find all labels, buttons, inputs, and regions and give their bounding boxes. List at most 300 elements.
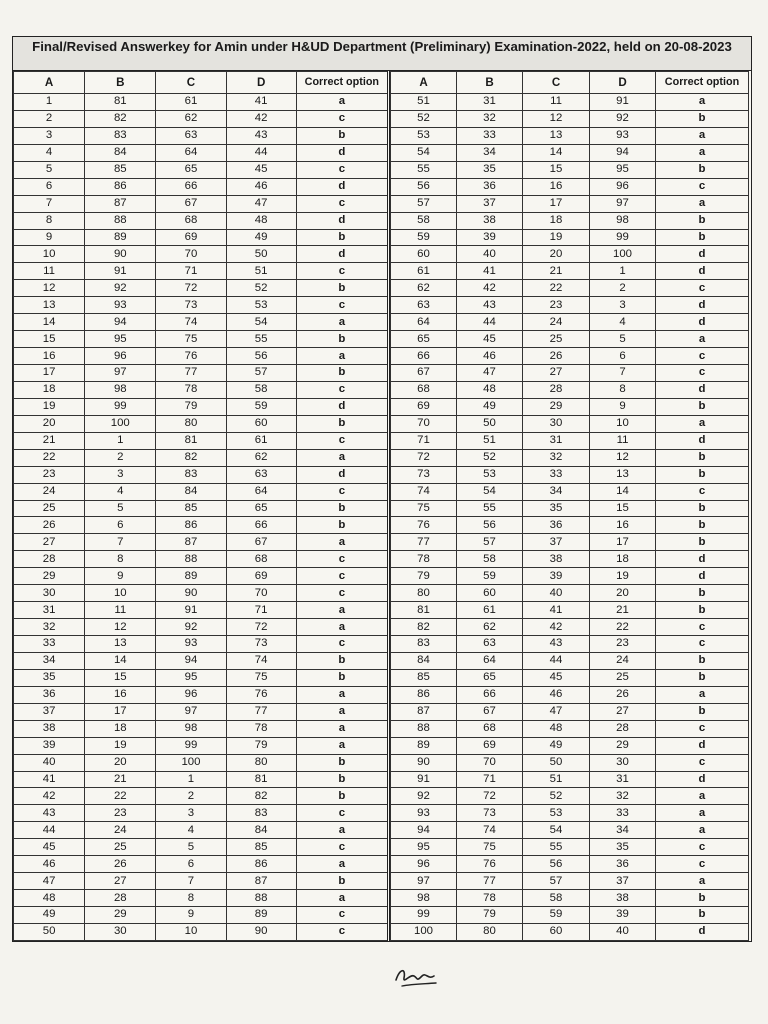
table-row — [14, 263, 389, 280]
col-b-cell: 69 — [457, 737, 523, 754]
table-row — [14, 415, 389, 432]
table-row — [391, 398, 749, 415]
correct-option-cell: a — [296, 890, 388, 907]
col-d-cell: 70 — [226, 585, 296, 602]
correct-option-cell: d — [656, 263, 749, 280]
correct-option-cell: c — [656, 754, 749, 771]
header-a: A — [14, 72, 85, 94]
col-b-cell: 95 — [85, 331, 156, 348]
col-b-cell: 55 — [457, 500, 523, 517]
col-c-cell: 49 — [523, 737, 590, 754]
col-a-cell: 64 — [391, 314, 457, 331]
col-a-cell: 92 — [391, 788, 457, 805]
document-title: Final/Revised Answerkey for Amin under H&UD Department (Preliminary) Examination-2022, held on 20-08-2023 — [13, 37, 751, 71]
correct-option-cell: b — [296, 669, 388, 686]
table-row — [391, 585, 749, 602]
col-b-cell: 45 — [457, 331, 523, 348]
col-b-cell: 74 — [457, 822, 523, 839]
table-row — [14, 246, 389, 263]
col-d-cell: 4 — [590, 314, 656, 331]
col-a-cell: 35 — [14, 669, 85, 686]
correct-option-cell: c — [296, 636, 388, 653]
table-row — [391, 161, 749, 178]
table-row — [391, 297, 749, 314]
col-b-cell: 8 — [85, 551, 156, 568]
table-row — [14, 534, 389, 551]
col-d-cell: 44 — [226, 144, 296, 161]
col-c-cell: 54 — [523, 822, 590, 839]
col-c-cell: 97 — [156, 703, 226, 720]
correct-option-cell: a — [296, 822, 388, 839]
table-row — [391, 381, 749, 398]
col-c-cell: 24 — [523, 314, 590, 331]
table-row — [14, 348, 389, 365]
correct-option-cell: c — [296, 923, 388, 940]
col-c-cell: 22 — [523, 280, 590, 297]
correct-option-cell: b — [656, 534, 749, 551]
col-a-cell: 33 — [14, 636, 85, 653]
col-a-cell: 86 — [391, 686, 457, 703]
col-a-cell: 19 — [14, 398, 85, 415]
table-row — [391, 280, 749, 297]
col-b-cell: 51 — [457, 432, 523, 449]
correct-option-cell: b — [296, 229, 388, 246]
col-c-cell: 56 — [523, 856, 590, 873]
col-a-cell: 38 — [14, 720, 85, 737]
col-d-cell: 1 — [590, 263, 656, 280]
col-c-cell: 39 — [523, 568, 590, 585]
col-c-cell: 69 — [156, 229, 226, 246]
table-row — [14, 856, 389, 873]
col-d-cell: 98 — [590, 212, 656, 229]
correct-option-cell: b — [296, 771, 388, 788]
col-d-cell: 93 — [590, 127, 656, 144]
col-d-cell: 100 — [590, 246, 656, 263]
col-b-cell: 77 — [457, 873, 523, 890]
correct-option-cell: d — [296, 466, 388, 483]
col-a-cell: 17 — [14, 365, 85, 382]
col-a-cell: 96 — [391, 856, 457, 873]
col-b-cell: 39 — [457, 229, 523, 246]
table-row — [14, 381, 389, 398]
col-b-cell: 9 — [85, 568, 156, 585]
correct-option-cell: a — [656, 331, 749, 348]
table-row — [14, 669, 389, 686]
col-b-cell: 40 — [457, 246, 523, 263]
col-d-cell: 73 — [226, 636, 296, 653]
header-d: D — [590, 72, 656, 94]
col-c-cell: 65 — [156, 161, 226, 178]
col-b-cell: 50 — [457, 415, 523, 432]
correct-option-cell: b — [296, 331, 388, 348]
col-b-cell: 64 — [457, 652, 523, 669]
col-c-cell: 91 — [156, 602, 226, 619]
col-c-cell: 5 — [156, 839, 226, 856]
col-c-cell: 33 — [523, 466, 590, 483]
correct-option-cell: d — [656, 771, 749, 788]
correct-option-cell: b — [656, 500, 749, 517]
col-d-cell: 48 — [226, 212, 296, 229]
col-c-cell: 16 — [523, 178, 590, 195]
correct-option-cell: d — [656, 737, 749, 754]
table-row — [391, 415, 749, 432]
col-d-cell: 10 — [590, 415, 656, 432]
col-a-cell: 68 — [391, 381, 457, 398]
col-b-cell: 85 — [85, 161, 156, 178]
correct-option-cell: d — [296, 246, 388, 263]
col-d-cell: 92 — [590, 110, 656, 127]
col-d-cell: 3 — [590, 297, 656, 314]
col-a-cell: 42 — [14, 788, 85, 805]
col-c-cell: 6 — [156, 856, 226, 873]
col-a-cell: 70 — [391, 415, 457, 432]
correct-option-cell: c — [296, 195, 388, 212]
col-a-cell: 65 — [391, 331, 457, 348]
col-d-cell: 29 — [590, 737, 656, 754]
col-d-cell: 80 — [226, 754, 296, 771]
col-c-cell: 20 — [523, 246, 590, 263]
col-b-cell: 49 — [457, 398, 523, 415]
col-c-cell: 82 — [156, 449, 226, 466]
col-a-cell: 41 — [14, 771, 85, 788]
table-row — [391, 856, 749, 873]
col-b-cell: 20 — [85, 754, 156, 771]
col-d-cell: 69 — [226, 568, 296, 585]
col-b-cell: 24 — [85, 822, 156, 839]
col-d-cell: 25 — [590, 669, 656, 686]
col-d-cell: 88 — [226, 890, 296, 907]
col-c-cell: 35 — [523, 500, 590, 517]
col-a-cell: 55 — [391, 161, 457, 178]
correct-option-cell: a — [656, 873, 749, 890]
col-a-cell: 28 — [14, 551, 85, 568]
col-b-cell: 94 — [85, 314, 156, 331]
table-row — [391, 432, 749, 449]
correct-option-cell: c — [296, 161, 388, 178]
col-c-cell: 15 — [523, 161, 590, 178]
col-a-cell: 31 — [14, 602, 85, 619]
col-b-cell: 53 — [457, 466, 523, 483]
col-b-cell: 19 — [85, 737, 156, 754]
table-row — [14, 314, 389, 331]
col-d-cell: 58 — [226, 381, 296, 398]
col-b-cell: 41 — [457, 263, 523, 280]
col-c-cell: 36 — [523, 517, 590, 534]
col-c-cell: 67 — [156, 195, 226, 212]
table-row — [391, 263, 749, 280]
table-row — [14, 110, 389, 127]
col-a-cell: 32 — [14, 619, 85, 636]
col-d-cell: 27 — [590, 703, 656, 720]
col-a-cell: 5 — [14, 161, 85, 178]
col-c-cell: 14 — [523, 144, 590, 161]
col-b-cell: 3 — [85, 466, 156, 483]
table-row — [14, 280, 389, 297]
col-d-cell: 65 — [226, 500, 296, 517]
correct-option-cell: c — [296, 432, 388, 449]
correct-option-cell: b — [656, 229, 749, 246]
col-c-cell: 43 — [523, 636, 590, 653]
col-c-cell: 41 — [523, 602, 590, 619]
table-row — [391, 720, 749, 737]
col-a-cell: 61 — [391, 263, 457, 280]
col-a-cell: 3 — [14, 127, 85, 144]
col-c-cell: 71 — [156, 263, 226, 280]
table-row — [391, 822, 749, 839]
col-c-cell: 75 — [156, 331, 226, 348]
table-row — [391, 686, 749, 703]
col-a-cell: 16 — [14, 348, 85, 365]
col-a-cell: 48 — [14, 890, 85, 907]
correct-option-cell: c — [296, 568, 388, 585]
col-c-cell: 62 — [156, 110, 226, 127]
col-b-cell: 6 — [85, 517, 156, 534]
correct-option-cell: d — [296, 398, 388, 415]
col-d-cell: 14 — [590, 483, 656, 500]
correct-option-cell: a — [656, 686, 749, 703]
col-b-cell: 4 — [85, 483, 156, 500]
correct-option-cell: d — [656, 432, 749, 449]
col-b-cell: 60 — [457, 585, 523, 602]
table-row — [14, 517, 389, 534]
table-row — [391, 890, 749, 907]
correct-option-cell: a — [656, 195, 749, 212]
correct-option-cell: d — [656, 381, 749, 398]
table-row — [14, 161, 389, 178]
table-row — [391, 144, 749, 161]
col-d-cell: 54 — [226, 314, 296, 331]
table-row — [14, 144, 389, 161]
correct-option-cell: c — [296, 805, 388, 822]
col-d-cell: 52 — [226, 280, 296, 297]
col-d-cell: 49 — [226, 229, 296, 246]
col-c-cell: 28 — [523, 381, 590, 398]
correct-option-cell: c — [656, 619, 749, 636]
col-c-cell: 86 — [156, 517, 226, 534]
handwritten-signature — [392, 962, 440, 990]
table-row — [14, 398, 389, 415]
col-b-cell: 75 — [457, 839, 523, 856]
table-row — [391, 466, 749, 483]
answer-key-sheet — [12, 36, 752, 942]
col-d-cell: 86 — [226, 856, 296, 873]
table-row — [14, 212, 389, 229]
col-a-cell: 8 — [14, 212, 85, 229]
table-row — [14, 652, 389, 669]
col-b-cell: 98 — [85, 381, 156, 398]
col-d-cell: 21 — [590, 602, 656, 619]
table-row — [391, 178, 749, 195]
table-row — [14, 839, 389, 856]
col-a-cell: 84 — [391, 652, 457, 669]
answer-table-right — [390, 71, 749, 941]
col-d-cell: 32 — [590, 788, 656, 805]
col-b-cell: 47 — [457, 365, 523, 382]
col-d-cell: 78 — [226, 720, 296, 737]
col-c-cell: 9 — [156, 907, 226, 924]
correct-option-cell: c — [656, 483, 749, 500]
col-d-cell: 75 — [226, 669, 296, 686]
col-d-cell: 2 — [590, 280, 656, 297]
table-row — [391, 805, 749, 822]
col-b-cell: 30 — [85, 923, 156, 940]
col-c-cell: 4 — [156, 822, 226, 839]
table-row — [391, 619, 749, 636]
correct-option-cell: a — [656, 805, 749, 822]
table-row — [14, 483, 389, 500]
col-b-cell: 79 — [457, 907, 523, 924]
table-row — [391, 229, 749, 246]
col-c-cell: 58 — [523, 890, 590, 907]
col-a-cell: 80 — [391, 585, 457, 602]
col-d-cell: 26 — [590, 686, 656, 703]
col-a-cell: 83 — [391, 636, 457, 653]
col-d-cell: 60 — [226, 415, 296, 432]
answer-table-left — [13, 71, 390, 941]
table-row — [391, 314, 749, 331]
correct-option-cell: c — [296, 585, 388, 602]
correct-option-cell: a — [296, 534, 388, 551]
correct-option-cell: a — [296, 619, 388, 636]
table-row — [391, 703, 749, 720]
col-c-cell: 76 — [156, 348, 226, 365]
col-b-cell: 73 — [457, 805, 523, 822]
col-c-cell: 21 — [523, 263, 590, 280]
col-a-cell: 71 — [391, 432, 457, 449]
table-row — [14, 636, 389, 653]
correct-option-cell: c — [656, 178, 749, 195]
col-c-cell: 47 — [523, 703, 590, 720]
col-b-cell: 100 — [85, 415, 156, 432]
correct-option-cell: b — [656, 466, 749, 483]
table-row — [14, 822, 389, 839]
col-d-cell: 64 — [226, 483, 296, 500]
col-d-cell: 95 — [590, 161, 656, 178]
col-a-cell: 75 — [391, 500, 457, 517]
col-a-cell: 69 — [391, 398, 457, 415]
correct-option-cell: d — [656, 551, 749, 568]
table-row — [391, 839, 749, 856]
col-d-cell: 36 — [590, 856, 656, 873]
col-c-cell: 59 — [523, 907, 590, 924]
col-d-cell: 16 — [590, 517, 656, 534]
col-b-cell: 76 — [457, 856, 523, 873]
col-d-cell: 91 — [590, 94, 656, 111]
col-a-cell: 52 — [391, 110, 457, 127]
correct-option-cell: c — [656, 720, 749, 737]
col-b-cell: 2 — [85, 449, 156, 466]
table-row — [391, 652, 749, 669]
col-b-cell: 34 — [457, 144, 523, 161]
table-row — [14, 907, 389, 924]
table-row — [391, 737, 749, 754]
table-row — [14, 619, 389, 636]
col-a-cell: 21 — [14, 432, 85, 449]
table-row — [391, 907, 749, 924]
header-b: B — [457, 72, 523, 94]
col-c-cell: 27 — [523, 365, 590, 382]
correct-option-cell: b — [656, 703, 749, 720]
table-row — [14, 890, 389, 907]
correct-option-cell: b — [296, 754, 388, 771]
col-b-cell: 71 — [457, 771, 523, 788]
table-row — [14, 737, 389, 754]
col-b-cell: 32 — [457, 110, 523, 127]
col-a-cell: 7 — [14, 195, 85, 212]
table-row — [14, 331, 389, 348]
col-b-cell: 61 — [457, 602, 523, 619]
col-a-cell: 62 — [391, 280, 457, 297]
col-c-cell: 34 — [523, 483, 590, 500]
col-a-cell: 26 — [14, 517, 85, 534]
col-b-cell: 16 — [85, 686, 156, 703]
col-a-cell: 13 — [14, 297, 85, 314]
col-d-cell: 96 — [590, 178, 656, 195]
col-c-cell: 95 — [156, 669, 226, 686]
table-row — [14, 297, 389, 314]
col-b-cell: 80 — [457, 923, 523, 940]
header-c: C — [523, 72, 590, 94]
col-c-cell: 37 — [523, 534, 590, 551]
table-row — [391, 110, 749, 127]
col-b-cell: 96 — [85, 348, 156, 365]
col-c-cell: 51 — [523, 771, 590, 788]
col-c-cell: 88 — [156, 551, 226, 568]
col-b-cell: 38 — [457, 212, 523, 229]
col-b-cell: 68 — [457, 720, 523, 737]
col-d-cell: 13 — [590, 466, 656, 483]
col-a-cell: 40 — [14, 754, 85, 771]
col-b-cell: 11 — [85, 602, 156, 619]
col-b-cell: 84 — [85, 144, 156, 161]
col-d-cell: 81 — [226, 771, 296, 788]
col-a-cell: 67 — [391, 365, 457, 382]
table-row — [14, 720, 389, 737]
col-c-cell: 84 — [156, 483, 226, 500]
col-b-cell: 28 — [85, 890, 156, 907]
col-b-cell: 58 — [457, 551, 523, 568]
table-row — [391, 246, 749, 263]
col-c-cell: 60 — [523, 923, 590, 940]
col-d-cell: 82 — [226, 788, 296, 805]
correct-option-cell: b — [656, 161, 749, 178]
col-d-cell: 28 — [590, 720, 656, 737]
col-a-cell: 27 — [14, 534, 85, 551]
col-b-cell: 54 — [457, 483, 523, 500]
col-b-cell: 57 — [457, 534, 523, 551]
col-a-cell: 37 — [14, 703, 85, 720]
col-d-cell: 97 — [590, 195, 656, 212]
col-d-cell: 7 — [590, 365, 656, 382]
col-b-cell: 93 — [85, 297, 156, 314]
correct-option-cell: b — [296, 788, 388, 805]
correct-option-cell: b — [296, 517, 388, 534]
col-c-cell: 55 — [523, 839, 590, 856]
correct-option-cell: c — [296, 381, 388, 398]
col-c-cell: 46 — [523, 686, 590, 703]
col-d-cell: 34 — [590, 822, 656, 839]
col-a-cell: 72 — [391, 449, 457, 466]
col-b-cell: 89 — [85, 229, 156, 246]
col-d-cell: 62 — [226, 449, 296, 466]
col-b-cell: 63 — [457, 636, 523, 653]
correct-option-cell: a — [656, 127, 749, 144]
table-row — [14, 127, 389, 144]
col-c-cell: 1 — [156, 771, 226, 788]
col-b-cell: 23 — [85, 805, 156, 822]
correct-option-cell: b — [656, 517, 749, 534]
col-a-cell: 49 — [14, 907, 85, 924]
